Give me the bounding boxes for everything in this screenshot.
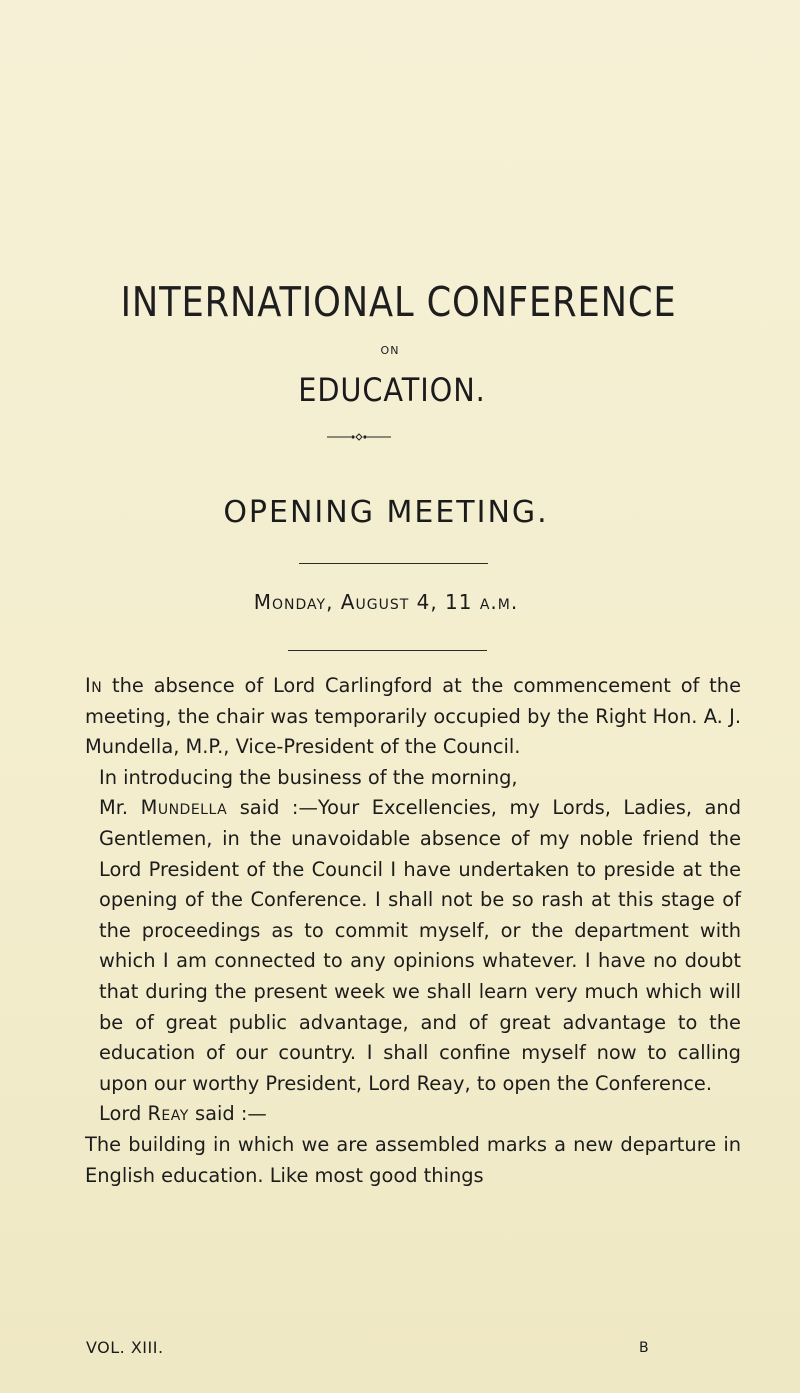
conference-title: INTERNATIONAL CONFERENCE — [120, 278, 677, 326]
speaker-prefix: Mr. — [99, 796, 141, 820]
drop-word: In — [85, 674, 103, 697]
title-connector: ON — [380, 344, 400, 357]
paragraph-text: the absence of Lord Carlingford at the commencement of the meeting, the chair was temporarily occupied by the Right Hon. A. J. Mundella, M.P., Vice-President of the Council. — [85, 674, 741, 759]
paragraph — [85, 793, 741, 1099]
paragraph-text: The building in which we are assembled marks a new departure in English education. Like most good things — [85, 1132, 741, 1187]
paragraph — [85, 671, 741, 763]
speaker-name: Reay — [147, 1102, 189, 1126]
volume-label: VOL. XIII. — [86, 1338, 164, 1357]
signature-mark: B — [639, 1340, 649, 1356]
ornament-divider — [327, 431, 391, 443]
meeting-heading: OPENING MEETING. — [223, 495, 549, 530]
body-text — [85, 671, 741, 1191]
conference-subtitle: EDUCATION. — [298, 371, 486, 409]
divider-rule — [288, 650, 487, 651]
paragraph-text: In introducing the business of the morning, — [99, 765, 518, 789]
paragraph — [85, 763, 741, 794]
paragraph — [85, 1130, 741, 1191]
paragraph — [85, 1099, 741, 1130]
meeting-date: Monday, August 4, 11 a.m. — [253, 590, 519, 614]
speaker-prefix: Lord — [99, 1102, 148, 1126]
paragraph-text: said :— — [188, 1102, 267, 1126]
paragraph-text: said :—Your Excellencies, my Lords, Ladies, and Gentlemen, in the unavoidable absence of my noble friend the Lord President of the Council I have undertaken to preside at the opening of the Conference. I shall not be so rash at this stage of the proceedings as to commit myself, or the department with which I am connected to any opinions whatever. I have no doubt that during the present week we shall learn very much which will be of great public advantage, and of great advantage to the education of our country. I shall confine myself now to calling upon our worthy President, Lord Reay, to open the Conference. — [99, 796, 742, 1095]
speaker-name: Mundella — [140, 796, 228, 820]
divider-rule — [299, 563, 488, 564]
